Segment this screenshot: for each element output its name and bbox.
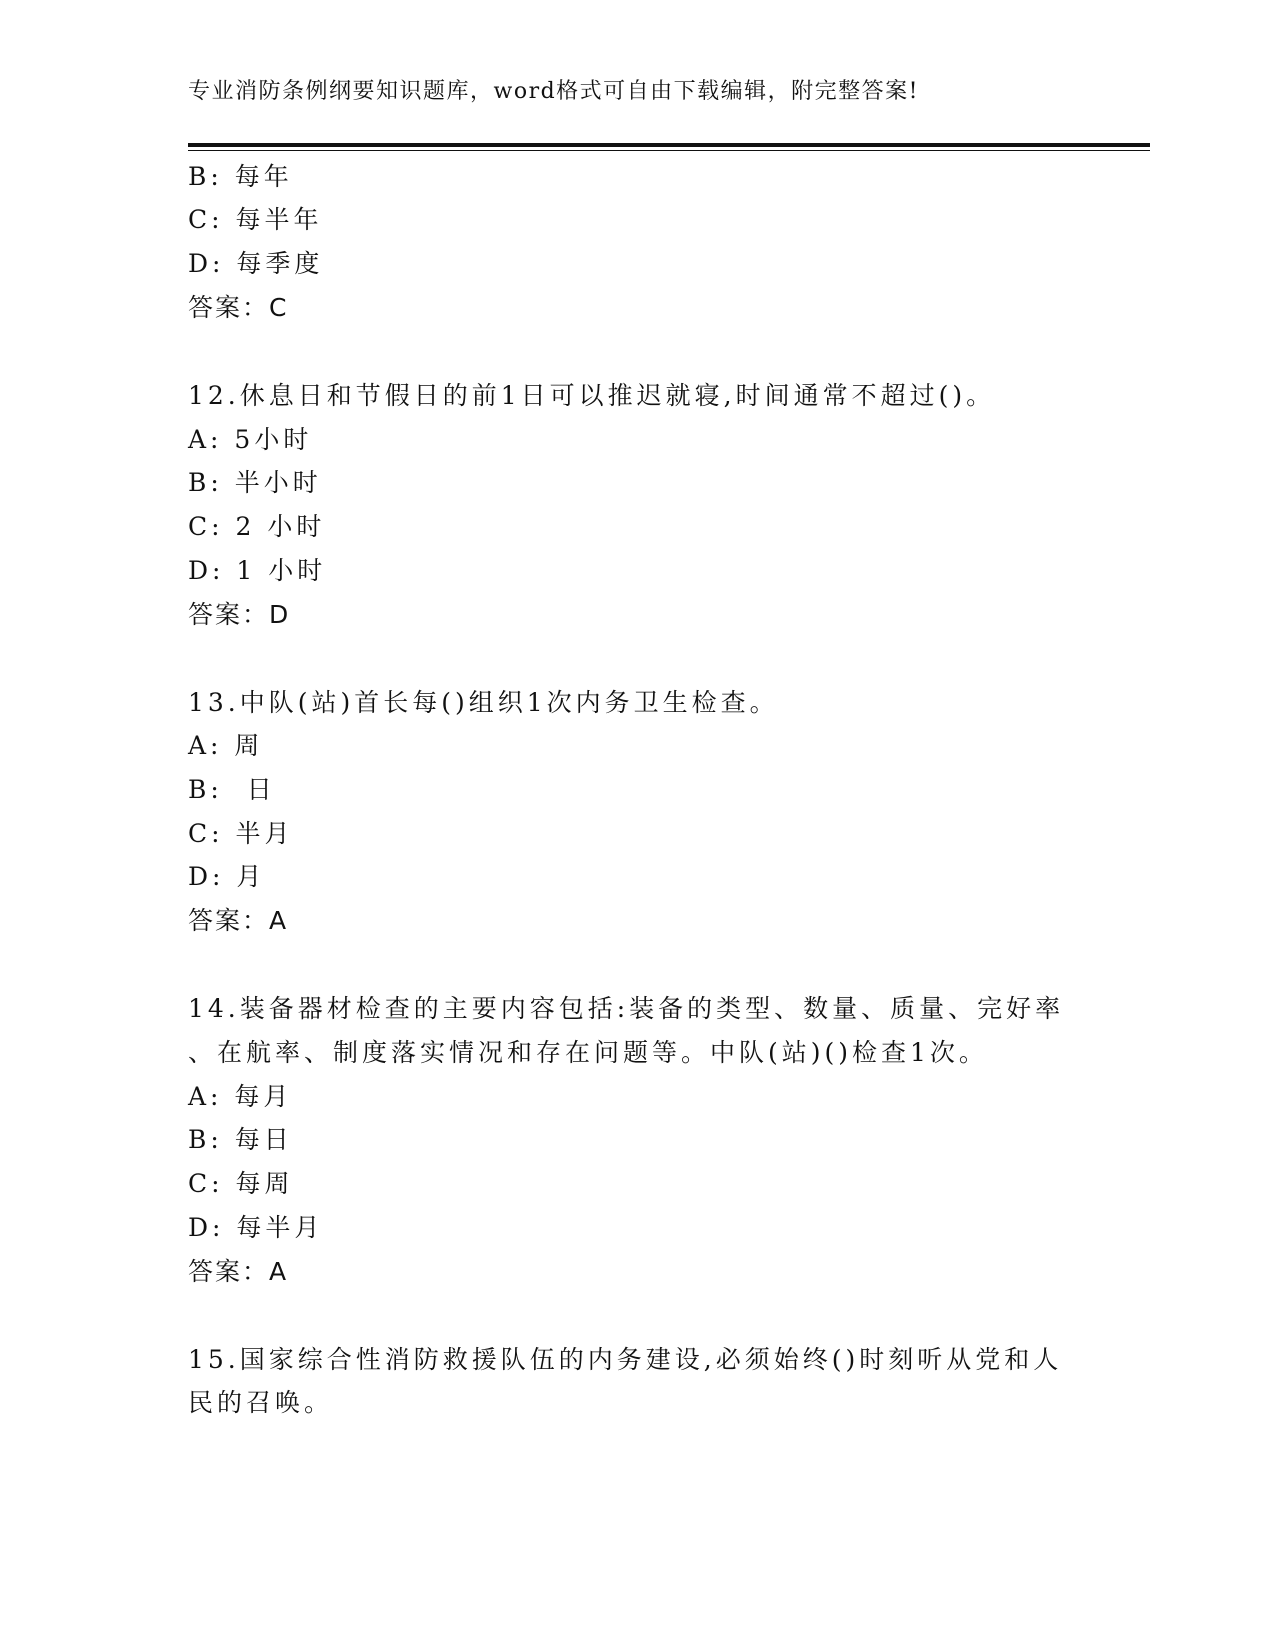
q11-option-d: D: 每季度 <box>188 249 324 278</box>
q11-option-b: B: 每年 <box>188 162 293 191</box>
q11-answer: 答案：C <box>188 293 289 322</box>
q14-option-c: C: 每周 <box>188 1169 294 1198</box>
q12-option-d: D: 1 小时 <box>188 556 327 585</box>
q12-option-c: C: 2 小时 <box>188 512 326 541</box>
q13-option-c: C: 半月 <box>188 819 294 848</box>
header-rule-thin <box>188 150 1150 151</box>
q13-answer: 答案：A <box>188 906 289 935</box>
q11-option-c: C: 每半年 <box>188 205 323 234</box>
q14-stem-line2: 、在航率、制度落实情况和存在问题等。中队(站)()检查1次。 <box>188 1038 988 1067</box>
q13-option-d: D: 月 <box>188 862 266 891</box>
header-rule-thick <box>188 143 1150 147</box>
q14-option-b: B: 每日 <box>188 1125 293 1154</box>
q15-stem-line2: 民的召唤。 <box>188 1388 334 1417</box>
q12-stem: 12.休息日和节假日的前1日可以推迟就寝,时间通常不超过()。 <box>188 381 996 410</box>
page-header: 专业消防条例纲要知识题库，word格式可自由下载编辑，附完整答案! <box>188 79 920 104</box>
q13-option-b: B: 日 <box>188 775 276 804</box>
q14-option-a: A: 每月 <box>188 1082 293 1111</box>
q14-stem-line1: 14.装备器材检查的主要内容包括:装备的类型、数量、质量、完好率 <box>188 994 1065 1023</box>
q14-answer: 答案：A <box>188 1257 289 1286</box>
q14-option-d: D: 每半月 <box>188 1213 324 1242</box>
q12-option-b: B: 半小时 <box>188 468 322 497</box>
q13-option-a: A: 周 <box>188 731 264 760</box>
q15-stem-line1: 15.国家综合性消防救援队伍的内务建设,必须始终()时刻听从党和人 <box>188 1345 1063 1374</box>
q12-answer: 答案：D <box>188 600 291 629</box>
q13-stem: 13.中队(站)首长每()组织1次内务卫生检查。 <box>188 688 779 717</box>
q12-option-a: A: 5小时 <box>188 425 313 454</box>
